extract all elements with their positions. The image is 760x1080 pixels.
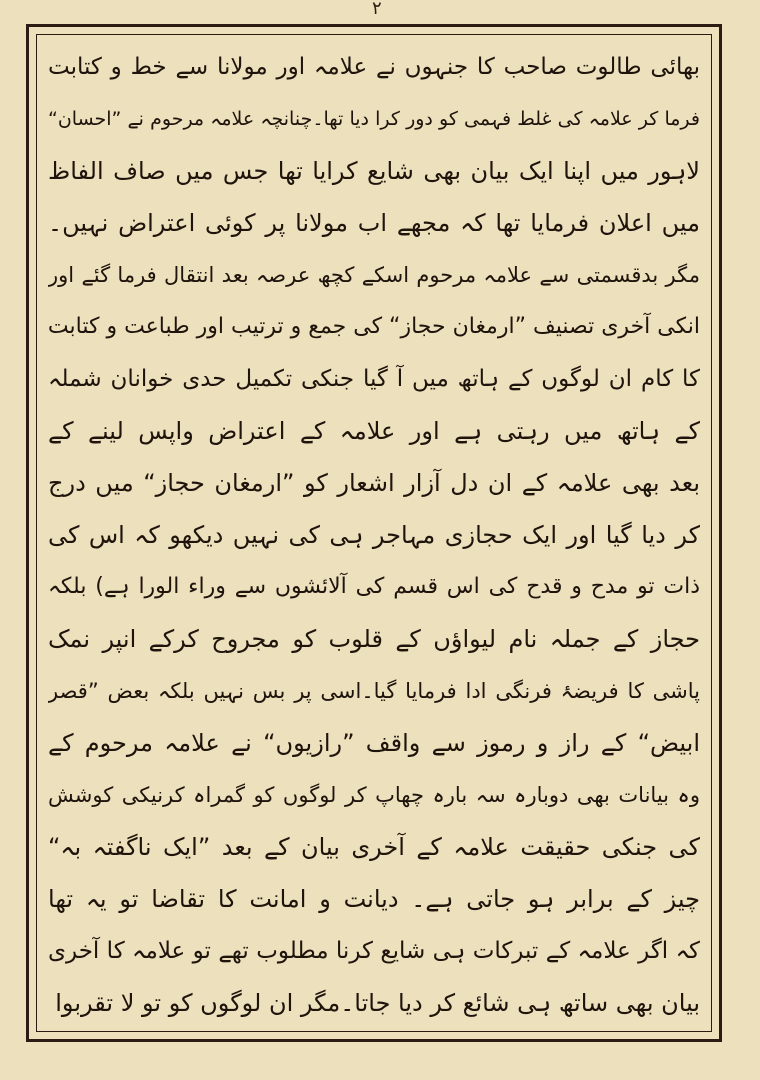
page-number: ۲: [372, 0, 382, 19]
text-line-1: بھائی طالوت صاحب کا جنہوں نے علامہ اور مولانا سے خط و کتابت: [48, 54, 700, 80]
text-line-5: مگر بدقسمتی سے علامہ مرحوم اسکے کچھ عرصہ بعد انتقال فرما گئے اور: [48, 263, 700, 287]
text-line-7: کا کام ان لوگوں کے ہاتھ میں آ گیا جنکی تکمیل حدی خوانان شملہ: [48, 366, 700, 392]
text-line-15: وہ بیانات بھی دوبارہ سہ بارہ چھاپ کر لوگوں کو گمراہ کرنیکی کوشش: [48, 783, 700, 807]
text-line-8: کے ہاتھ میں رہتی ہے اور علامہ کے اعتراض واپس لینے کے: [48, 417, 700, 445]
text-line-17: چیز کے برابر ہو جاتی ہے۔ دیانت و امانت کا تقاضا تو یہ تھا: [48, 885, 700, 913]
text-line-4: میں اعلان فرمایا تھا کہ مجھے اب مولانا پر کوئی اعتراض نہیں۔: [48, 209, 700, 237]
text-line-9: بعد بھی علامہ کے ان دل آزار اشعار کو ”ارمغان حجاز“ میں درج: [48, 469, 700, 497]
text-line-12: حجاز کے جملہ نام لیواؤں کے قلوب کو مجروح کرکے انپر نمک: [48, 625, 700, 653]
text-body: [48, 40, 700, 1025]
text-line-3: لاہور میں اپنا ایک بیان بھی شایع کرایا تھا جس میں صاف الفاظ: [48, 157, 700, 185]
text-line-16: کی جنکی حقیقت علامہ کے آخری بیان کے بعد ”ایک ناگفتہ بہ“: [48, 833, 700, 861]
text-line-13: پاشی کا فریضۂ فرنگی ادا فرمایا گیا۔اسی پر بس نہیں بلکہ بعض ”قصر: [48, 679, 700, 703]
text-line-10: کر دیا گیا اور ایک حجازی مہاجر ہی کی نہیں دیکھو کہ اس کی: [48, 521, 700, 549]
text-line-2: فرما کر علامہ کی غلط فہمی کو دور کرا دیا تھا۔چنانچہ علامہ مرحوم نے ”احسان“: [48, 108, 700, 130]
text-line-11: ذات تو مدح و قدح کی اس قسم کی آلائشوں سے وراء الورا ہے) بلکہ: [48, 574, 700, 599]
text-line-18: کہ اگر علامہ کے تبرکات ہی شایع کرنا مطلوب تھے تو علامہ کا آخری: [48, 938, 700, 964]
text-line-19: بیان بھی ساتھ ہی شائع کر دیا جاتا۔مگر ان لوگوں کو تو لا تقربوا: [55, 989, 700, 1017]
text-line-6: انکی آخری تصنیف ”ارمغان حجاز“ کی جمع و ترتیب اور طباعت و کتابت: [48, 314, 700, 339]
text-line-14: ابیض“ کے راز و رموز سے واقف ”رازیوں“ نے علامہ مرحوم کے: [48, 729, 700, 757]
